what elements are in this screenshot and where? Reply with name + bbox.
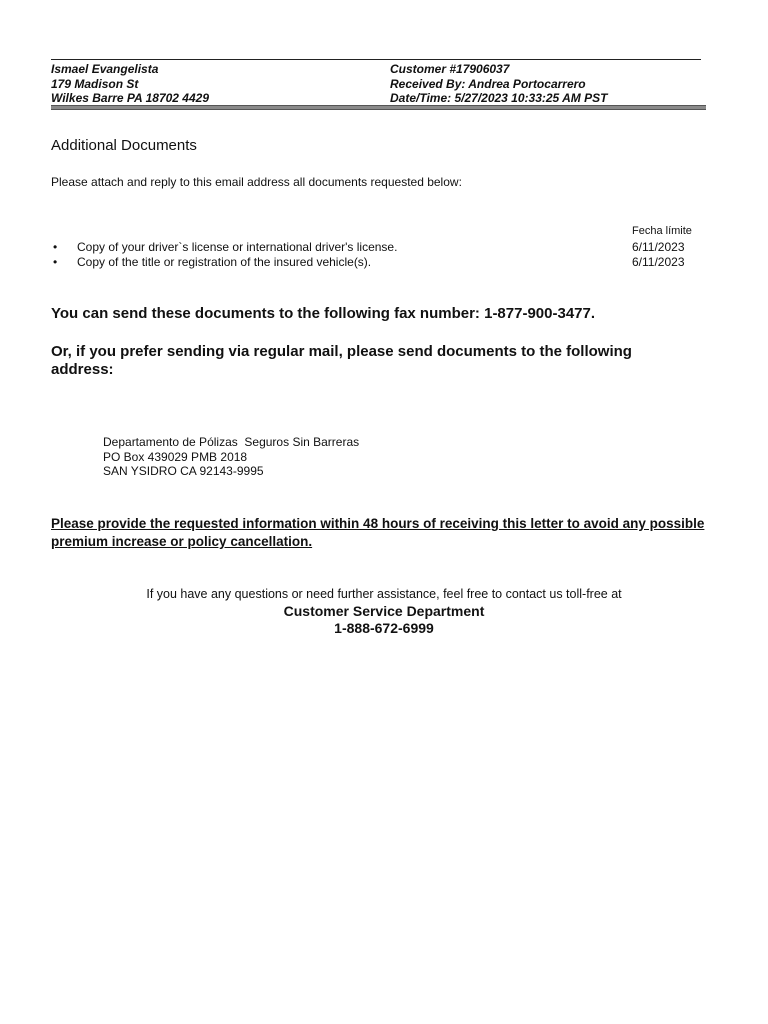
bullet: •	[53, 255, 58, 269]
address-line-2: PO Box 439029 PMB 2018	[103, 449, 248, 464]
mail-instructions: Or, if you prefer sending via regular mail, please send documents to the following address:	[51, 343, 632, 378]
deadline-warning: Please provide the requested information within 48 hours of receiving this letter to avoid any possible premium increase or policy cancellation.	[51, 516, 705, 549]
recipient-name: Ismael Evangelista	[51, 62, 159, 76]
header-columns	[51, 62, 706, 104]
customer-block	[390, 62, 607, 106]
recipient-city: Wilkes Barre PA 18702 4429	[51, 91, 209, 105]
fax-instructions: You can send these documents to the following fax number: 1-877-900-3477.	[51, 305, 596, 322]
address-line-3: SAN YSIDRO CA 92143-9995	[103, 464, 264, 478]
recipient-block	[51, 62, 209, 106]
header-top-rule	[51, 59, 701, 60]
recipient-street: 179 Madison St	[51, 76, 139, 91]
contact-department: Customer Service Department	[283, 603, 485, 619]
intro-text: Please attach and reply to this email address all documents requested below:	[51, 175, 462, 189]
document-description: Copy of your driver`s license or international driver's license.	[77, 240, 398, 254]
bullet: •	[53, 240, 58, 254]
contact-block	[0, 586, 768, 637]
mailing-address	[103, 435, 359, 479]
customer-number: Customer #17906037	[390, 62, 510, 76]
contact-intro: If you have any questions or need further assistance, feel free to contact us toll-free at	[146, 587, 622, 601]
address-line-1: Departamento de Pólizas Seguros Sin Barreras	[103, 435, 360, 449]
section-title: Additional Documents	[51, 137, 197, 154]
date-time: Date/Time: 5/27/2023 10:33:25 AM PST	[390, 91, 608, 105]
list-item	[51, 255, 701, 270]
document-deadline: 6/11/2023	[632, 240, 685, 254]
received-by: Received By: Andrea Portocarrero	[390, 76, 586, 91]
list-item	[51, 240, 701, 255]
deadline-header: Fecha límite	[632, 225, 692, 237]
document-deadline: 6/11/2023	[632, 255, 685, 269]
document-description: Copy of the title or registration of the insured vehicle(s).	[77, 255, 372, 269]
header-bottom-bar	[51, 105, 706, 110]
document-list	[51, 240, 701, 270]
contact-phone: 1-888-672-6999	[334, 620, 434, 636]
